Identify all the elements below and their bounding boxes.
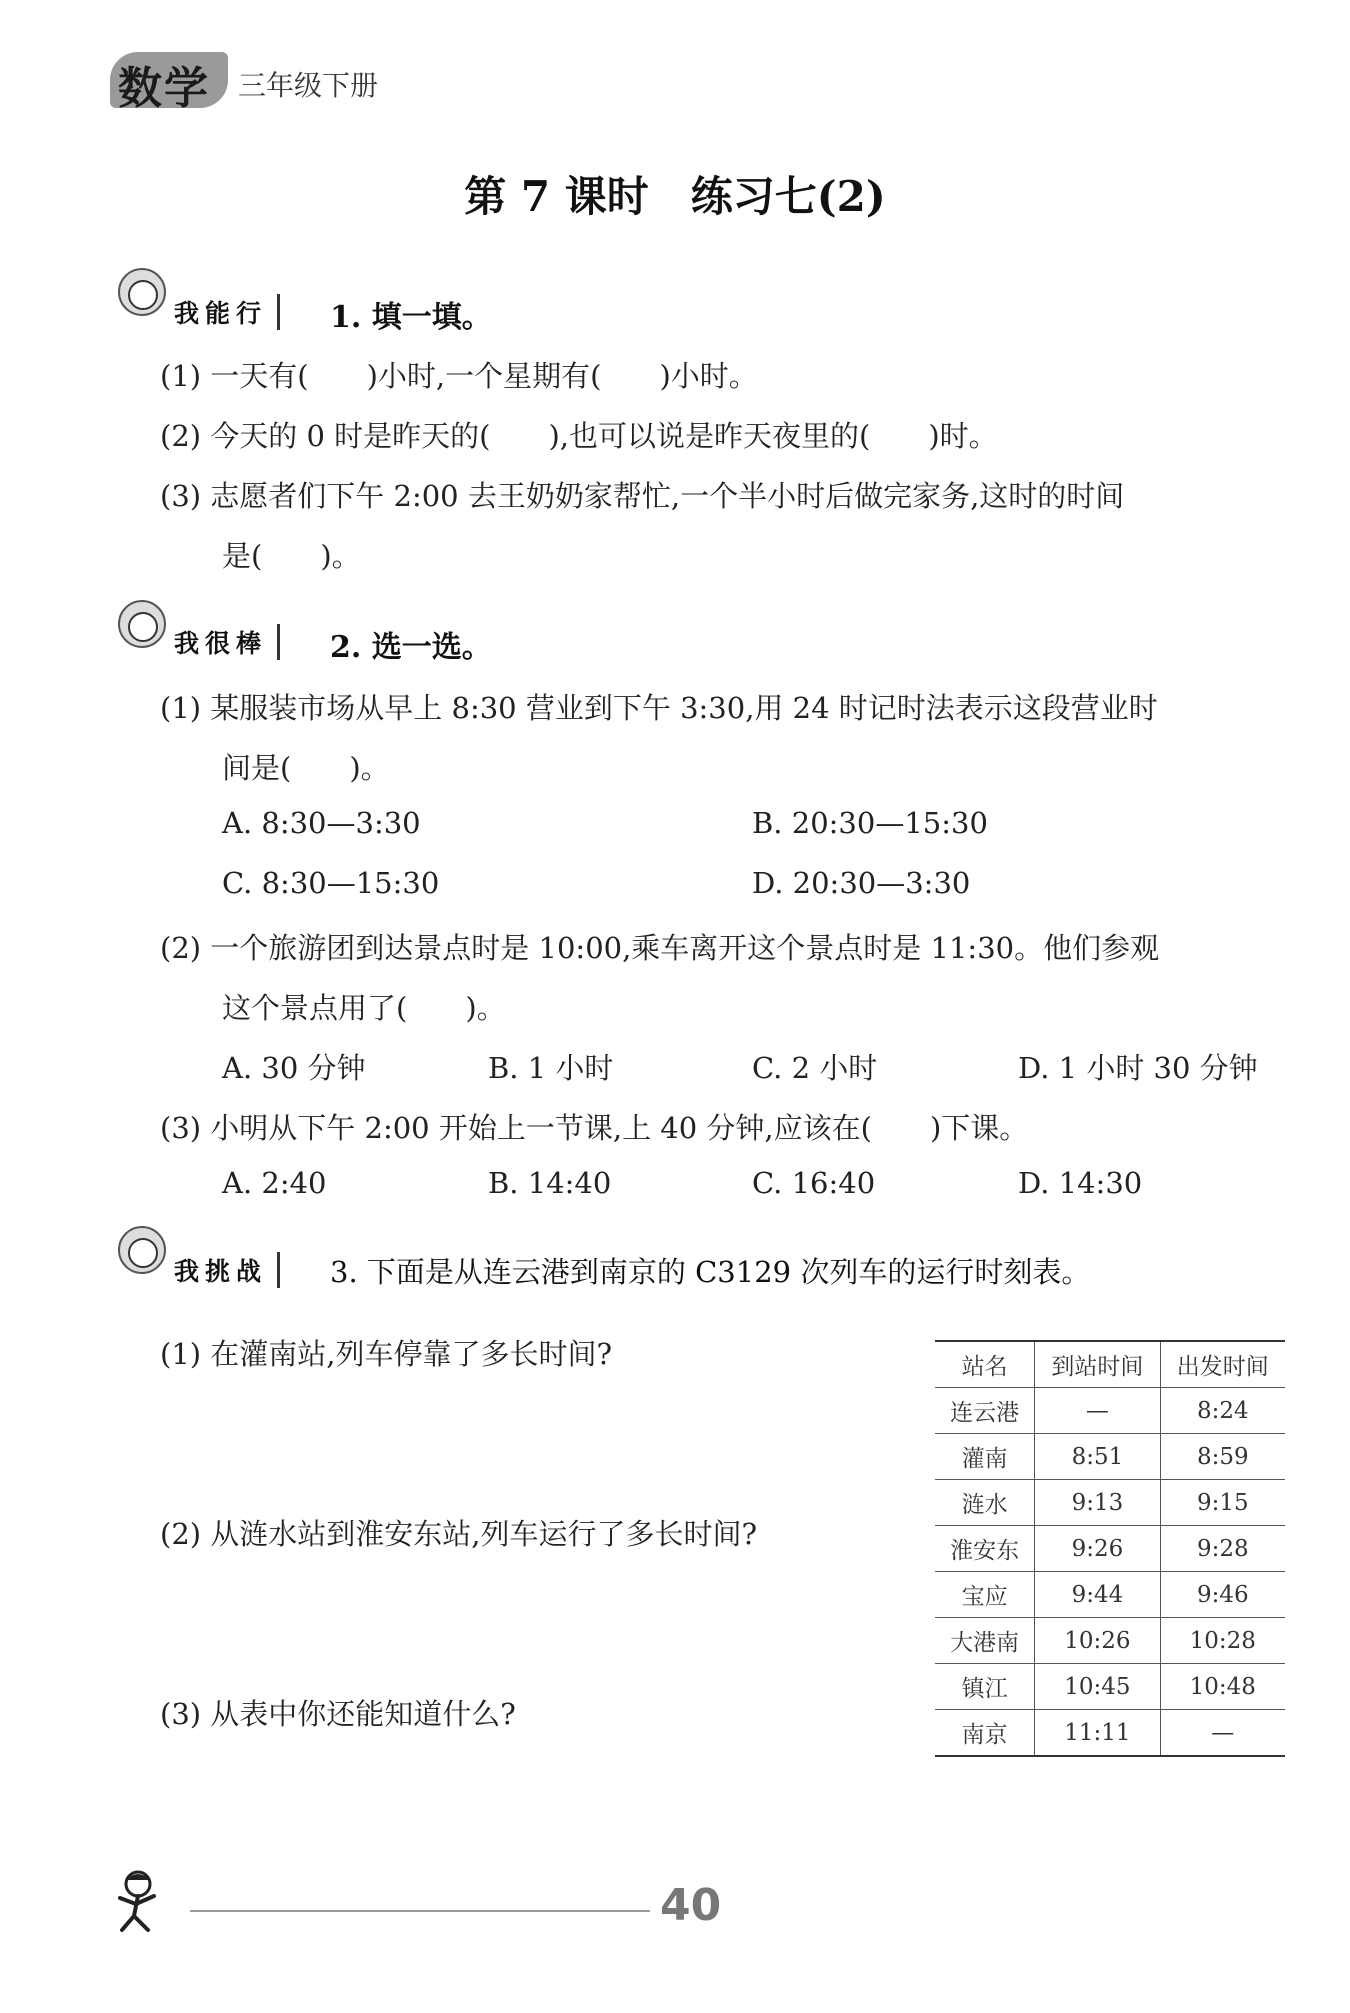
departure-cell: 10:28 (1160, 1618, 1285, 1664)
question-line: (1) 一天有( )小时,一个星期有( )小时。 (160, 359, 758, 393)
table-row (935, 1572, 1285, 1618)
station-cell: 灌南 (935, 1434, 1035, 1480)
running-kid-icon (108, 1868, 166, 1936)
arrival-cell: 11:11 (1035, 1710, 1160, 1757)
option-b: B. 20:30—15:30 (752, 806, 988, 840)
lesson-title: 第 7 课时 练习七(2) (464, 172, 886, 221)
departure-cell: — (1160, 1710, 1285, 1757)
arrival-cell: 9:26 (1035, 1526, 1160, 1572)
question-line: (2) 今天的 0 时是昨天的( ),也可以说是昨天夜里的( )时。 (160, 419, 998, 453)
arrival-cell: 10:45 (1035, 1664, 1160, 1710)
option-a: A. 2:40 (222, 1166, 327, 1200)
level-label: 我能行 (174, 294, 280, 330)
girl-avatar-icon (118, 600, 166, 648)
question-line: (3) 从表中你还能知道什么? (160, 1697, 516, 1731)
arrival-cell: 8:51 (1035, 1434, 1160, 1480)
page-number: 40 (660, 1880, 722, 1931)
question-line: (1) 某服装市场从早上 8:30 营业到下午 3:30,用 24 时记时法表示这段营业时 (160, 691, 1158, 725)
departure-cell: 9:46 (1160, 1572, 1285, 1618)
question-line: (2) 一个旅游团到达景点时是 10:00,乘车离开这个景点时是 11:30。他们参观 (160, 931, 1160, 965)
departure-cell: 10:48 (1160, 1664, 1285, 1710)
question-title: 1. 填一填。 (330, 300, 492, 335)
question-title: 3. 下面是从连云港到南京的 C3129 次列车的运行时刻表。 (330, 1255, 1091, 1289)
option-c: C. 16:40 (752, 1166, 876, 1200)
departure-cell: 9:15 (1160, 1480, 1285, 1526)
column-header: 站名 (935, 1341, 1035, 1388)
level-label: 我挑战 (174, 1252, 280, 1288)
station-cell: 大港南 (935, 1618, 1035, 1664)
question-line: (2) 从涟水站到淮安东站,列车运行了多长时间? (160, 1517, 758, 1551)
boy-avatar-icon (118, 1226, 166, 1274)
girl-avatar-icon (118, 268, 166, 316)
option-a: A. 30 分钟 (222, 1051, 366, 1085)
table-row (935, 1618, 1285, 1664)
station-cell: 涟水 (935, 1480, 1035, 1526)
question-line: 是( )。 (222, 539, 361, 573)
grade-label: 三年级下册 (238, 69, 379, 102)
station-cell: 镇江 (935, 1664, 1035, 1710)
option-d: D. 1 小时 30 分钟 (1018, 1051, 1258, 1085)
station-cell: 南京 (935, 1710, 1035, 1757)
table-row (935, 1388, 1285, 1434)
option-c: C. 2 小时 (752, 1051, 878, 1085)
option-b: B. 14:40 (488, 1166, 612, 1200)
station-cell: 淮安东 (935, 1526, 1035, 1572)
question-line: (3) 小明从下午 2:00 开始上一节课,上 40 分钟,应该在( )下课。 (160, 1111, 1029, 1145)
table-row (935, 1434, 1285, 1480)
table-header-row (935, 1341, 1285, 1388)
question-title: 2. 选一选。 (330, 630, 492, 665)
question-line: 间是( )。 (222, 751, 390, 785)
question-line: 这个景点用了( )。 (222, 991, 506, 1025)
train-timetable (935, 1340, 1285, 1757)
option-b: B. 1 小时 (488, 1051, 614, 1085)
arrival-cell: 9:44 (1035, 1572, 1160, 1618)
arrival-cell: 9:13 (1035, 1480, 1160, 1526)
option-d: D. 20:30—3:30 (752, 866, 971, 900)
station-cell: 宝应 (935, 1572, 1035, 1618)
level-label: 我很棒 (174, 624, 280, 660)
subject-title: 数学 (118, 63, 210, 114)
station-cell: 连云港 (935, 1388, 1035, 1434)
option-d: D. 14:30 (1018, 1166, 1143, 1200)
departure-cell: 8:24 (1160, 1388, 1285, 1434)
option-c: C. 8:30—15:30 (222, 866, 440, 900)
option-a: A. 8:30—3:30 (222, 806, 421, 840)
departure-cell: 8:59 (1160, 1434, 1285, 1480)
question-line: (1) 在灌南站,列车停靠了多长时间? (160, 1337, 613, 1371)
departure-cell: 9:28 (1160, 1526, 1285, 1572)
question-line: (3) 志愿者们下午 2:00 去王奶奶家帮忙,一个半小时后做完家务,这时的时间 (160, 479, 1125, 513)
arrival-cell: — (1035, 1388, 1160, 1434)
table-row (935, 1480, 1285, 1526)
table-row (935, 1526, 1285, 1572)
arrival-cell: 10:26 (1035, 1618, 1160, 1664)
footer-rule (190, 1910, 650, 1912)
table-row (935, 1664, 1285, 1710)
column-header: 出发时间 (1160, 1341, 1285, 1388)
column-header: 到站时间 (1035, 1341, 1160, 1388)
table-row (935, 1710, 1285, 1757)
